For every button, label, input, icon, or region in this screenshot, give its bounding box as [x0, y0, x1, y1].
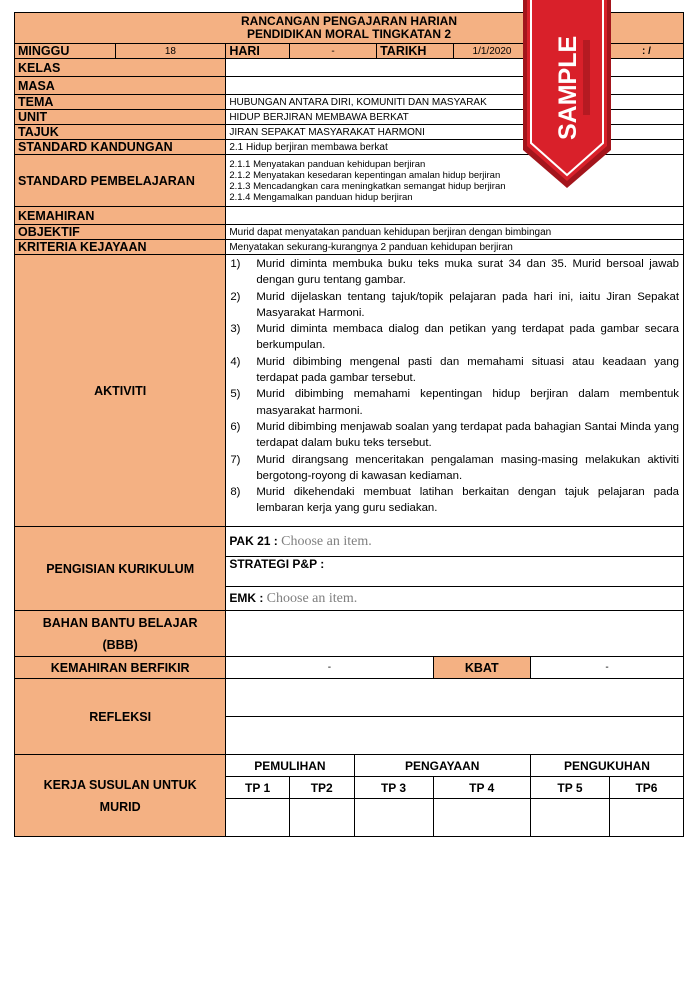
masa-value — [226, 77, 684, 95]
sp-item: 2.1.4 Mengamalkan panduan hidup berjiran — [229, 191, 413, 203]
kemahiran-value — [226, 207, 684, 225]
kriteria-kejayaan-value: Menyatakan sekurang-kurangnya 2 panduan kehidupan berjiran — [226, 240, 684, 255]
kelas-value — [226, 59, 684, 77]
aktiviti-item-number: 7) — [230, 453, 241, 466]
bbb-value — [226, 611, 684, 657]
tp1-cell — [226, 799, 290, 837]
hari-value: - — [289, 44, 376, 59]
standard-kandungan-label: STANDARD KANDUNGAN — [15, 140, 226, 155]
group-pemulihan: PEMULIHAN — [226, 755, 354, 777]
masa-label: MASA — [15, 77, 226, 95]
tp1-header: TP 1 — [226, 777, 290, 799]
kbat-label: KBAT — [433, 657, 530, 679]
objektif-label: OBJEKTIF — [15, 225, 226, 240]
kelas-label: KELAS — [15, 59, 226, 77]
aktiviti-item-number: 3) — [230, 323, 241, 336]
refleksi-label: REFLEKSI — [15, 679, 226, 755]
bbb-label — [15, 611, 226, 657]
emk-label: EMK : — [229, 590, 264, 605]
aktiviti-cell — [226, 255, 684, 527]
tajuk-value: JIRAN SEPAKAT MASYARAKAT HARMONI — [226, 125, 684, 140]
bbb-label-line-1: BAHAN BANTU BELAJAR — [42, 615, 198, 630]
minggu-value: 18 — [115, 44, 226, 59]
tp6-cell — [609, 799, 683, 837]
aktiviti-item — [226, 321, 679, 354]
aktiviti-label: AKTIVITI — [15, 255, 226, 527]
aktiviti-item-text: Murid diminta membaca dialog dan petikan yang terdapat pada gambar secara berkumpulan. — [256, 323, 679, 352]
objektif-value: Murid dapat menyatakan panduan kehidupan berjiran dengan bimbingan — [226, 225, 684, 240]
unit-value: HIDUP BERJIRAN MEMBAWA BERKAT — [226, 110, 684, 125]
standard-pembelajaran-list — [226, 155, 684, 207]
tp5-cell — [530, 799, 609, 837]
aktiviti-item-number: 1) — [230, 258, 241, 270]
aktiviti-item-text: Murid dibimbing mengenal pasti dan memahami situasi atau keadaan yang terdapat pada gambar tersebut. — [256, 355, 679, 385]
tema-value: HUBUNGAN ANTARA DIRI, KOMUNITI DAN MASYARAK — [226, 95, 684, 110]
bbb-label-line-2: (BBB) — [102, 637, 138, 652]
kemahiran-berfikir-value: - — [226, 657, 433, 679]
tp3-header: TP 3 — [354, 777, 433, 799]
pak21-dropdown[interactable]: Choose an item. — [281, 533, 372, 549]
sp-item: 2.1.3 Mencadangkan cara meningkatkan semangat hidup berjiran — [229, 180, 506, 192]
kbat-value: - — [530, 657, 683, 679]
tp5-header: TP 5 — [530, 777, 609, 799]
tp4-header: TP 4 — [433, 777, 530, 799]
tajuk-label: TAJUK — [15, 125, 226, 140]
tarikh-label: TARIKH — [377, 44, 454, 59]
sp-item: 2.1.2 Menyatakan kesedaran kepentingan amalan hidup berjiran — [229, 169, 501, 181]
standard-kandungan-value: 2.1 Hidup berjiran membawa berkat — [226, 140, 684, 155]
banner-text: SAMPLE — [554, 35, 582, 140]
kemahiran-label: KEMAHIRAN — [15, 207, 226, 225]
title-line-2: PENDIDIKAN MORAL TINGKATAN 2 — [247, 27, 451, 41]
sp-item: 2.1.1 Menyatakan panduan kehidupan berjiran — [229, 158, 426, 170]
group-pengukuhan: PENGUKUHAN — [530, 755, 683, 777]
aktiviti-list — [226, 255, 683, 519]
refleksi-line-1 — [226, 679, 684, 717]
pak21-row — [226, 527, 684, 557]
aktiviti-item-text: Murid dibimbing memahami kepentingan hidup berjiran dalam membentuk masyarakat harmoni. — [256, 388, 679, 417]
group-pengayaan: PENGAYAAN — [354, 755, 530, 777]
tp2-cell — [289, 799, 354, 837]
tema-label: TEMA — [15, 95, 226, 110]
aktiviti-item-text: Murid diminta membuka buku teks muka surat 34 dan 35. Murid bersoal jawab dengan guru tentang gambar. — [256, 258, 679, 287]
pak21-label: PAK 21 : — [229, 533, 278, 548]
aktiviti-item — [226, 354, 679, 387]
aktiviti-item — [226, 452, 679, 485]
title-line-1: RANCANGAN PENGAJARAN HARIAN — [240, 14, 457, 28]
aktiviti-item — [226, 484, 679, 517]
unit-label: UNIT — [15, 110, 226, 125]
kerja-susulan-line-2: MURID — [99, 799, 141, 814]
banner-caption-strip — [583, 40, 590, 115]
emk-row — [226, 587, 684, 611]
refleksi-line-2 — [226, 717, 684, 755]
tp2-header: TP2 — [289, 777, 354, 799]
kriteria-kejayaan-label: KRITERIA KEJAYAAN — [15, 240, 226, 255]
aktiviti-item-number: 5) — [230, 388, 241, 401]
tp4-cell — [433, 799, 530, 837]
minggu-label: MINGGU — [15, 44, 116, 59]
aktiviti-item-number: 8) — [230, 486, 241, 499]
aktiviti-item-text: Murid dibimbing menjawab soalan yang terdapat pada bahagian Santai Minda yang terdapat dalam buku teks tersebut. — [256, 420, 679, 450]
aktiviti-item-text: Murid dikehendaki membuat latihan berkaitan dengan tajuk pelajaran pada lembaran kerja yang guru sediakan. — [256, 486, 679, 515]
aktiviti-item — [226, 386, 679, 419]
kemahiran-berfikir-label: KEMAHIRAN BERFIKIR — [15, 657, 226, 679]
extra-meta-value: : / — [609, 44, 683, 59]
pengisian-kurikulum-label: PENGISIAN KURIKULUM — [15, 527, 226, 611]
emk-dropdown[interactable]: Choose an item. — [266, 590, 358, 606]
aktiviti-item — [226, 419, 679, 452]
tarikh-value: 1/1/2020 — [454, 44, 531, 59]
kerja-susulan-label — [15, 755, 226, 837]
aktiviti-item-number: 6) — [230, 420, 241, 433]
tp6-header: TP6 — [609, 777, 683, 799]
tp3-cell — [354, 799, 433, 837]
aktiviti-item-number: 4) — [230, 355, 241, 368]
standard-pembelajaran-label: STANDARD PEMBELAJARAN — [15, 155, 226, 207]
sample-banner — [521, 0, 613, 195]
aktiviti-item — [226, 289, 679, 322]
aktiviti-item-number: 2) — [230, 290, 241, 303]
strategi-label: STRATEGI P&P : — [226, 557, 684, 587]
aktiviti-item — [226, 256, 679, 289]
hari-label: HARI — [226, 44, 290, 59]
aktiviti-item-text: Murid dijelaskan tentang tajuk/topik pelajaran pada hari ini, iaitu Jiran Sepakat Masyarakat Harmoni. — [256, 290, 679, 319]
kerja-susulan-line-1: KERJA SUSULAN UNTUK — [43, 777, 197, 792]
aktiviti-item-text: Murid dirangsang menceritakan pengalaman masing-masing melakukan aktiviti bergotong-royong di kawasan kediaman. — [256, 453, 679, 482]
